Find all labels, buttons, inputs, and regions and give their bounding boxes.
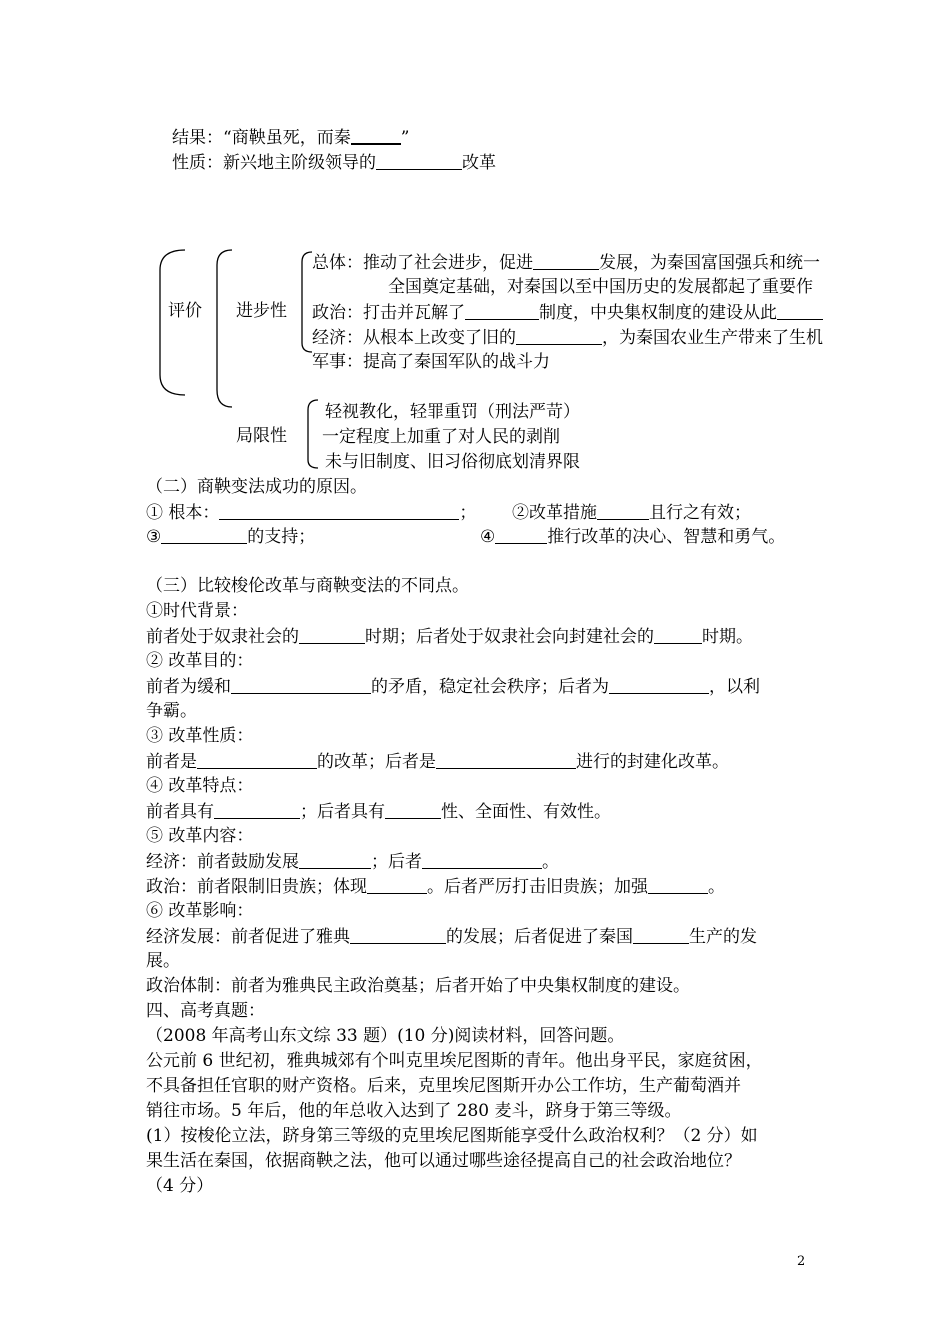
blank — [161, 526, 247, 544]
feature-title: ④ 改革特点： — [146, 776, 254, 796]
blank — [367, 876, 427, 894]
blank — [609, 676, 709, 694]
background-title: ①时代背景： — [146, 601, 248, 621]
nature-title: ③ 改革性质： — [146, 726, 254, 746]
limitation-3: 未与旧制度、旧习俗彻底划清界限 — [325, 452, 580, 472]
feature-line: 前者具有 ；后者具有 性、全面性、有效性。 — [146, 802, 611, 822]
blank — [422, 851, 542, 869]
blank — [350, 926, 446, 944]
blank — [654, 626, 702, 644]
goal-cont: 争霸。 — [146, 701, 197, 721]
content-politics: 政治：前者限制旧贵族；体现 。后者严厉打击旧贵族；加强 。 — [146, 877, 725, 897]
section4-question-2: 果生活在秦国，依据商鞅之法，他可以通过哪些途径提高自己的社会政治地位？ — [146, 1151, 741, 1171]
section2-heading: （二）商鞅变法成功的原因。 — [146, 477, 367, 497]
brace-evaluation-inner — [217, 250, 232, 407]
impact-politics: 政治体制：前者为雅典民主政治奠基；后者开始了中央集权制度的建设。 — [146, 976, 690, 996]
blank — [197, 751, 317, 769]
progressive-overall-cont: 全国奠定基础，对秦国以至中国历史的发展都起了重要作 — [388, 277, 813, 297]
brace-limitation — [308, 400, 318, 468]
blank — [495, 526, 547, 544]
nature-line: 前者是 的改革；后者是 进行的封建化改革。 — [146, 752, 729, 772]
impact-title: ⑥ 改革影响： — [146, 901, 254, 921]
blank — [436, 751, 576, 769]
limitation-2: 一定程度上加重了对人民的剥削 — [322, 427, 560, 447]
blank — [385, 801, 441, 819]
limitation-1: 轻视教化，轻罪重罚（刑法严苛） — [325, 402, 580, 422]
goal-line: 前者为缓和 的矛盾，稳定社会秩序；后者为 ，以利 — [146, 677, 760, 697]
section4-question-1: (1）按梭伦立法，跻身第三等级的克里埃尼图斯能享受什么政治权利？（2 分）如 — [146, 1126, 758, 1146]
result-line: 结果：“商鞅虽死，而秦 ” — [172, 128, 410, 148]
section2-item4: ④ 推行改革的决心、智慧和勇气。 — [480, 527, 786, 547]
goal-title: ② 改革目的： — [146, 651, 254, 671]
impact-economy: 经济发展：前者促进了雅典 的发展；后者促进了秦国 生产的发 — [146, 927, 757, 947]
impact-economy-cont: 展。 — [146, 951, 180, 971]
progressive-label: 进步性 — [236, 301, 287, 321]
page-number: 2 — [797, 1254, 806, 1269]
section3-heading: （三）比较梭伦改革与商鞅变法的不同点。 — [146, 576, 469, 596]
section2-item3: ③ 的支持； — [146, 527, 316, 547]
blank — [214, 801, 300, 819]
blank — [648, 876, 708, 894]
progressive-military: 军事：提高了秦国军队的战斗力 — [312, 352, 550, 372]
section4-question-3: （4 分） — [146, 1176, 214, 1196]
blank — [633, 926, 689, 944]
background-line: 前者处于奴隶社会的 时期；后者处于奴隶社会向封建社会的 时期。 — [146, 627, 753, 647]
nature-line: 性质：新兴地主阶级领导的 改革 — [172, 153, 496, 173]
progressive-politics: 政治：打击并瓦解了 制度，中央集权制度的建设从此 — [312, 302, 823, 323]
brace-progressive — [302, 252, 312, 352]
blank — [533, 252, 599, 270]
blank — [777, 302, 823, 320]
blank — [219, 502, 459, 520]
section4-para-2: 不具备担任官职的财产资格。后来，克里埃尼图斯开办公工作坊，生产葡萄酒并 — [146, 1076, 741, 1096]
section4-para-1: 公元前 6 世纪初，雅典城郊有个叫克里埃尼图斯的青年。他出身平民，家庭贫困， — [146, 1051, 763, 1071]
section4-source: （2008 年高考山东文综 33 题）(10 分)阅读材料，回答问题。 — [146, 1026, 625, 1046]
blank — [465, 302, 539, 320]
blank — [231, 676, 371, 694]
brace-evaluation — [160, 250, 185, 395]
progressive-overall: 总体：推动了社会进步，促进 发展，为秦国富国强兵和统一 — [312, 253, 820, 273]
section4-heading: 四、高考真题： — [146, 1001, 265, 1021]
blank — [299, 851, 371, 869]
blank — [299, 626, 365, 644]
section2-item2: ②改革措施 且行之有效； — [512, 503, 751, 523]
content-economy: 经济：前者鼓励发展 ；后者 。 — [146, 852, 559, 872]
blank — [516, 327, 602, 345]
section4-para-3: 销往市场。5 年后，他的年总收入达到了 280 麦斗，跻身于第三等级。 — [146, 1101, 682, 1121]
section2-item1: ① 根本： ； — [146, 503, 477, 523]
blank — [597, 502, 649, 520]
content-title: ⑤ 改革内容： — [146, 826, 254, 846]
progressive-economy: 经济：从根本上改变了旧的 ，为秦国农业生产带来了生机 — [312, 328, 823, 348]
limitation-label: 局限性 — [236, 426, 287, 446]
evaluation-label: 评价 — [168, 301, 202, 321]
